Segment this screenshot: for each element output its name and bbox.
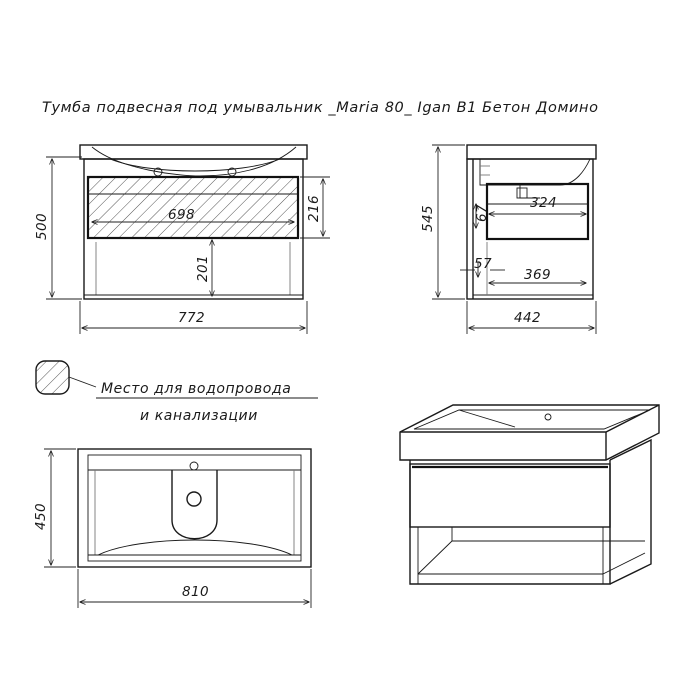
front-width-label: 772 [178,310,205,326]
legend-line-2: и канализации [140,408,258,424]
legend [36,361,318,424]
inner-width-label: 698 [168,207,195,223]
shelf-height-label: 201 [195,255,211,282]
drawer-depth-label: 324 [530,195,557,211]
isometric-view [400,405,659,584]
drawer-height-label: 216 [306,195,322,222]
offset-top-label: 67 [474,204,490,222]
front-view [34,145,330,334]
top-depth-label: 450 [33,503,49,530]
front-height-label: 500 [34,213,50,240]
drawing-title: Тумба подвесная под умывальник _Maria 80_ Igan B1 Бетон Домино [42,100,599,116]
top-width-label: 810 [182,584,209,600]
side-depth-label: 442 [514,310,541,326]
side-height-label: 545 [420,205,436,232]
top-view [33,449,311,608]
offset-bottom-label: 57 [474,256,492,272]
side-view [420,145,596,334]
legend-line-1: Место для водопровода [101,381,292,397]
shelf-depth-label: 369 [524,267,551,283]
